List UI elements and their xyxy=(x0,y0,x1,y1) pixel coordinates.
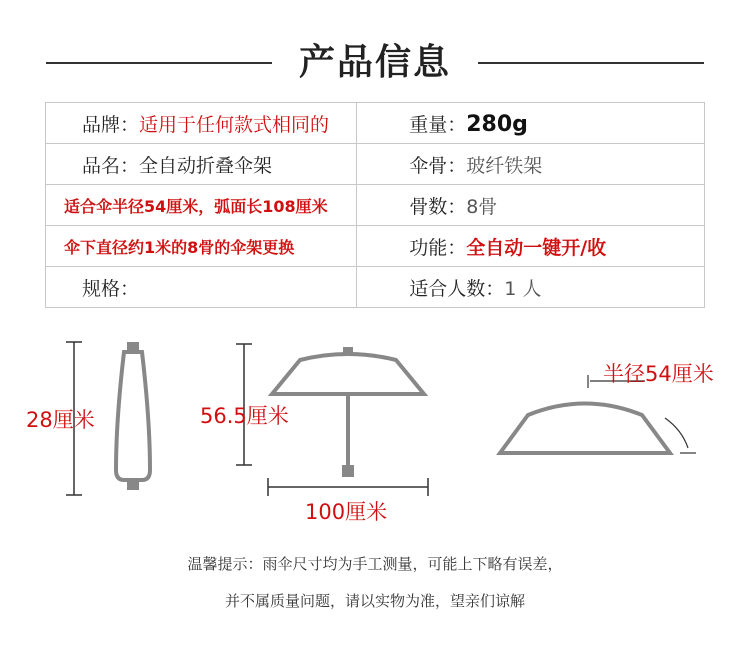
spec-value-ribs-material: 玻纤铁架 xyxy=(466,154,543,177)
table-row xyxy=(46,144,705,185)
spec-key: 品牌： xyxy=(82,113,140,136)
table-row xyxy=(46,185,705,226)
spec-key: 重量： xyxy=(409,113,467,136)
spec-key: 适合人数： xyxy=(409,277,505,300)
spec-cell-spec xyxy=(46,267,357,308)
closed-length-label: 28厘米 xyxy=(26,408,95,432)
title-divider-right xyxy=(478,62,704,64)
disclaimer-line-2: 并不属质量问题，请以实物为准，望亲们谅解 xyxy=(224,592,525,610)
canopy-frame-icon xyxy=(500,404,670,454)
open-umbrella-icon xyxy=(272,347,424,477)
spec-table xyxy=(45,102,705,308)
spec-value-rib-count: 8骨 xyxy=(466,195,498,218)
open-height-label: 56.5厘米 xyxy=(200,404,289,428)
spec-key: 品名： xyxy=(82,154,140,177)
radius-label: 半径54厘米 xyxy=(603,362,714,386)
spec-cell-capacity xyxy=(357,267,705,308)
spec-cell-weight xyxy=(357,103,705,144)
page-title: 产品信息 xyxy=(298,42,451,83)
spec-value-replace-note: 伞下直径约1米的8骨的伞架更换 xyxy=(64,237,295,257)
spec-value-name: 全自动折叠伞架 xyxy=(139,154,273,177)
dimension-diagram xyxy=(0,330,750,530)
table-row xyxy=(46,267,705,308)
title-divider-left xyxy=(46,62,272,64)
closed-umbrella-icon xyxy=(116,342,150,490)
spec-value-weight: 280g xyxy=(466,111,528,137)
spec-value-brand: 适用于任何款式相同的 xyxy=(139,113,330,136)
spec-key: 规格： xyxy=(82,277,140,300)
spec-cell-replace-note xyxy=(46,226,357,267)
table-row xyxy=(46,226,705,267)
table-row xyxy=(46,103,705,144)
spec-key: 骨数： xyxy=(409,195,467,218)
spec-cell-fit-note xyxy=(46,185,357,226)
spec-value-function: 全自动一键开/收 xyxy=(466,236,607,259)
title-row xyxy=(0,38,750,88)
open-width-dimension xyxy=(268,478,428,496)
disclaimer-line-1: 温馨提示：雨伞尺寸均为手工测量，可能上下略有误差， xyxy=(187,555,563,573)
spec-cell-name xyxy=(46,144,357,185)
spec-cell-ribs-material xyxy=(357,144,705,185)
open-width-label: 100厘米 xyxy=(305,500,388,524)
spec-cell-rib-count xyxy=(357,185,705,226)
spec-value-capacity: 1 人 xyxy=(504,277,542,300)
spec-key: 伞骨： xyxy=(409,154,467,177)
spec-key: 功能： xyxy=(409,236,467,259)
spec-cell-brand xyxy=(46,103,357,144)
spec-cell-function xyxy=(357,226,705,267)
spec-value-fit-radius: 适合伞半径54厘米，弧面长108厘米 xyxy=(64,196,328,216)
